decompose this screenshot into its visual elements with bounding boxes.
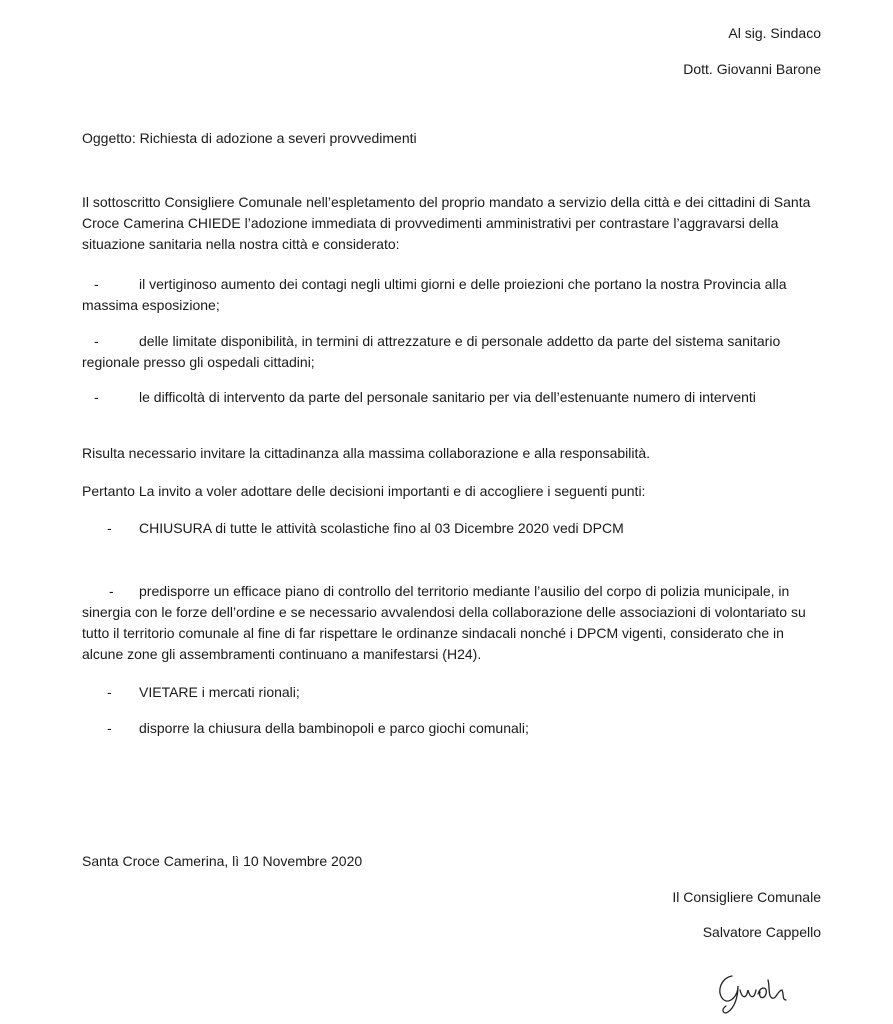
result-paragraph: Risulta necessario invitare la cittadinanza alla massima collaborazione e alla responsabilità.: [82, 445, 651, 461]
intro-paragraph: Il sottoscritto Consigliere Comunale nell’espletamento del proprio mandato a servizio della città e dei cittadini di Santa Croce Camerina CHIEDE l’adozione immediata di provvedimenti amministrativi per contrastare l’aggravarsi della situazione sanitaria nella nostra città e considerato:: [82, 194, 811, 252]
list-dash: -: [94, 333, 99, 349]
consideration-item: [82, 331, 822, 373]
consideration-text: delle limitate disponibilità, in termini di attrezzature e di personale addetto da parte del sistema sanitario regionale presso gli ospedali cittadini;: [82, 333, 781, 370]
request-point: [82, 518, 822, 539]
list-dash: -: [107, 684, 112, 700]
subject-line: Oggetto: Richiesta di adozione a severi provvedimenti: [82, 130, 417, 146]
request-point: [82, 682, 822, 703]
consideration-text: le difficoltà di intervento da parte del personale sanitario per via dell’estenuante numero di interventi: [139, 389, 756, 405]
request-point: [82, 718, 822, 739]
request-point-text: VIETARE i mercati rionali;: [139, 684, 300, 700]
request-intro: Pertanto La invito a voler adottare delle decisioni importanti e di accogliere i seguenti punti:: [82, 483, 646, 499]
recipient-title: Al sig. Sindaco: [728, 25, 821, 41]
recipient-name: Dott. Giovanni Barone: [683, 61, 821, 77]
list-dash: -: [94, 276, 99, 292]
request-point: [82, 581, 822, 665]
request-point-text: predisporre un efficace piano di controllo del territorio mediante l’ausilio del corpo di polizia municipale, in sinergia con le forze dell’ordine e se necessario avvalendosi della collaborazione delle associazioni di volontariato su tutto il territorio comunale al fine di far rispettare le ordinanze sindacali nonché i DPCM vigenti, considerato che in alcune zone gli assembramenti continuano a manifestarsi (H24).: [82, 583, 806, 662]
request-point-text: disporre la chiusura della bambinopoli e parco giochi comunali;: [139, 720, 529, 736]
request-point-text: CHIUSURA di tutte le attività scolastiche fino al 03 Dicembre 2020 vedi DPCM: [139, 520, 624, 536]
consideration-text: il vertiginoso aumento dei contagi negli ultimi giorni e delle proiezioni che portano la nostra Provincia alla massima esposizione;: [82, 276, 787, 313]
consideration-item: [82, 274, 822, 316]
list-dash: -: [109, 583, 114, 599]
signature-icon: [710, 960, 800, 1020]
place-date: Santa Croce Camerina, lì 10 Novembre 2020: [82, 853, 363, 869]
list-dash: -: [107, 520, 112, 536]
list-dash: -: [107, 720, 112, 736]
consideration-item: [82, 387, 822, 408]
list-dash: -: [94, 389, 99, 405]
signer-role: Il Consigliere Comunale: [672, 889, 821, 905]
signer-name: Salvatore Cappello: [702, 924, 821, 940]
